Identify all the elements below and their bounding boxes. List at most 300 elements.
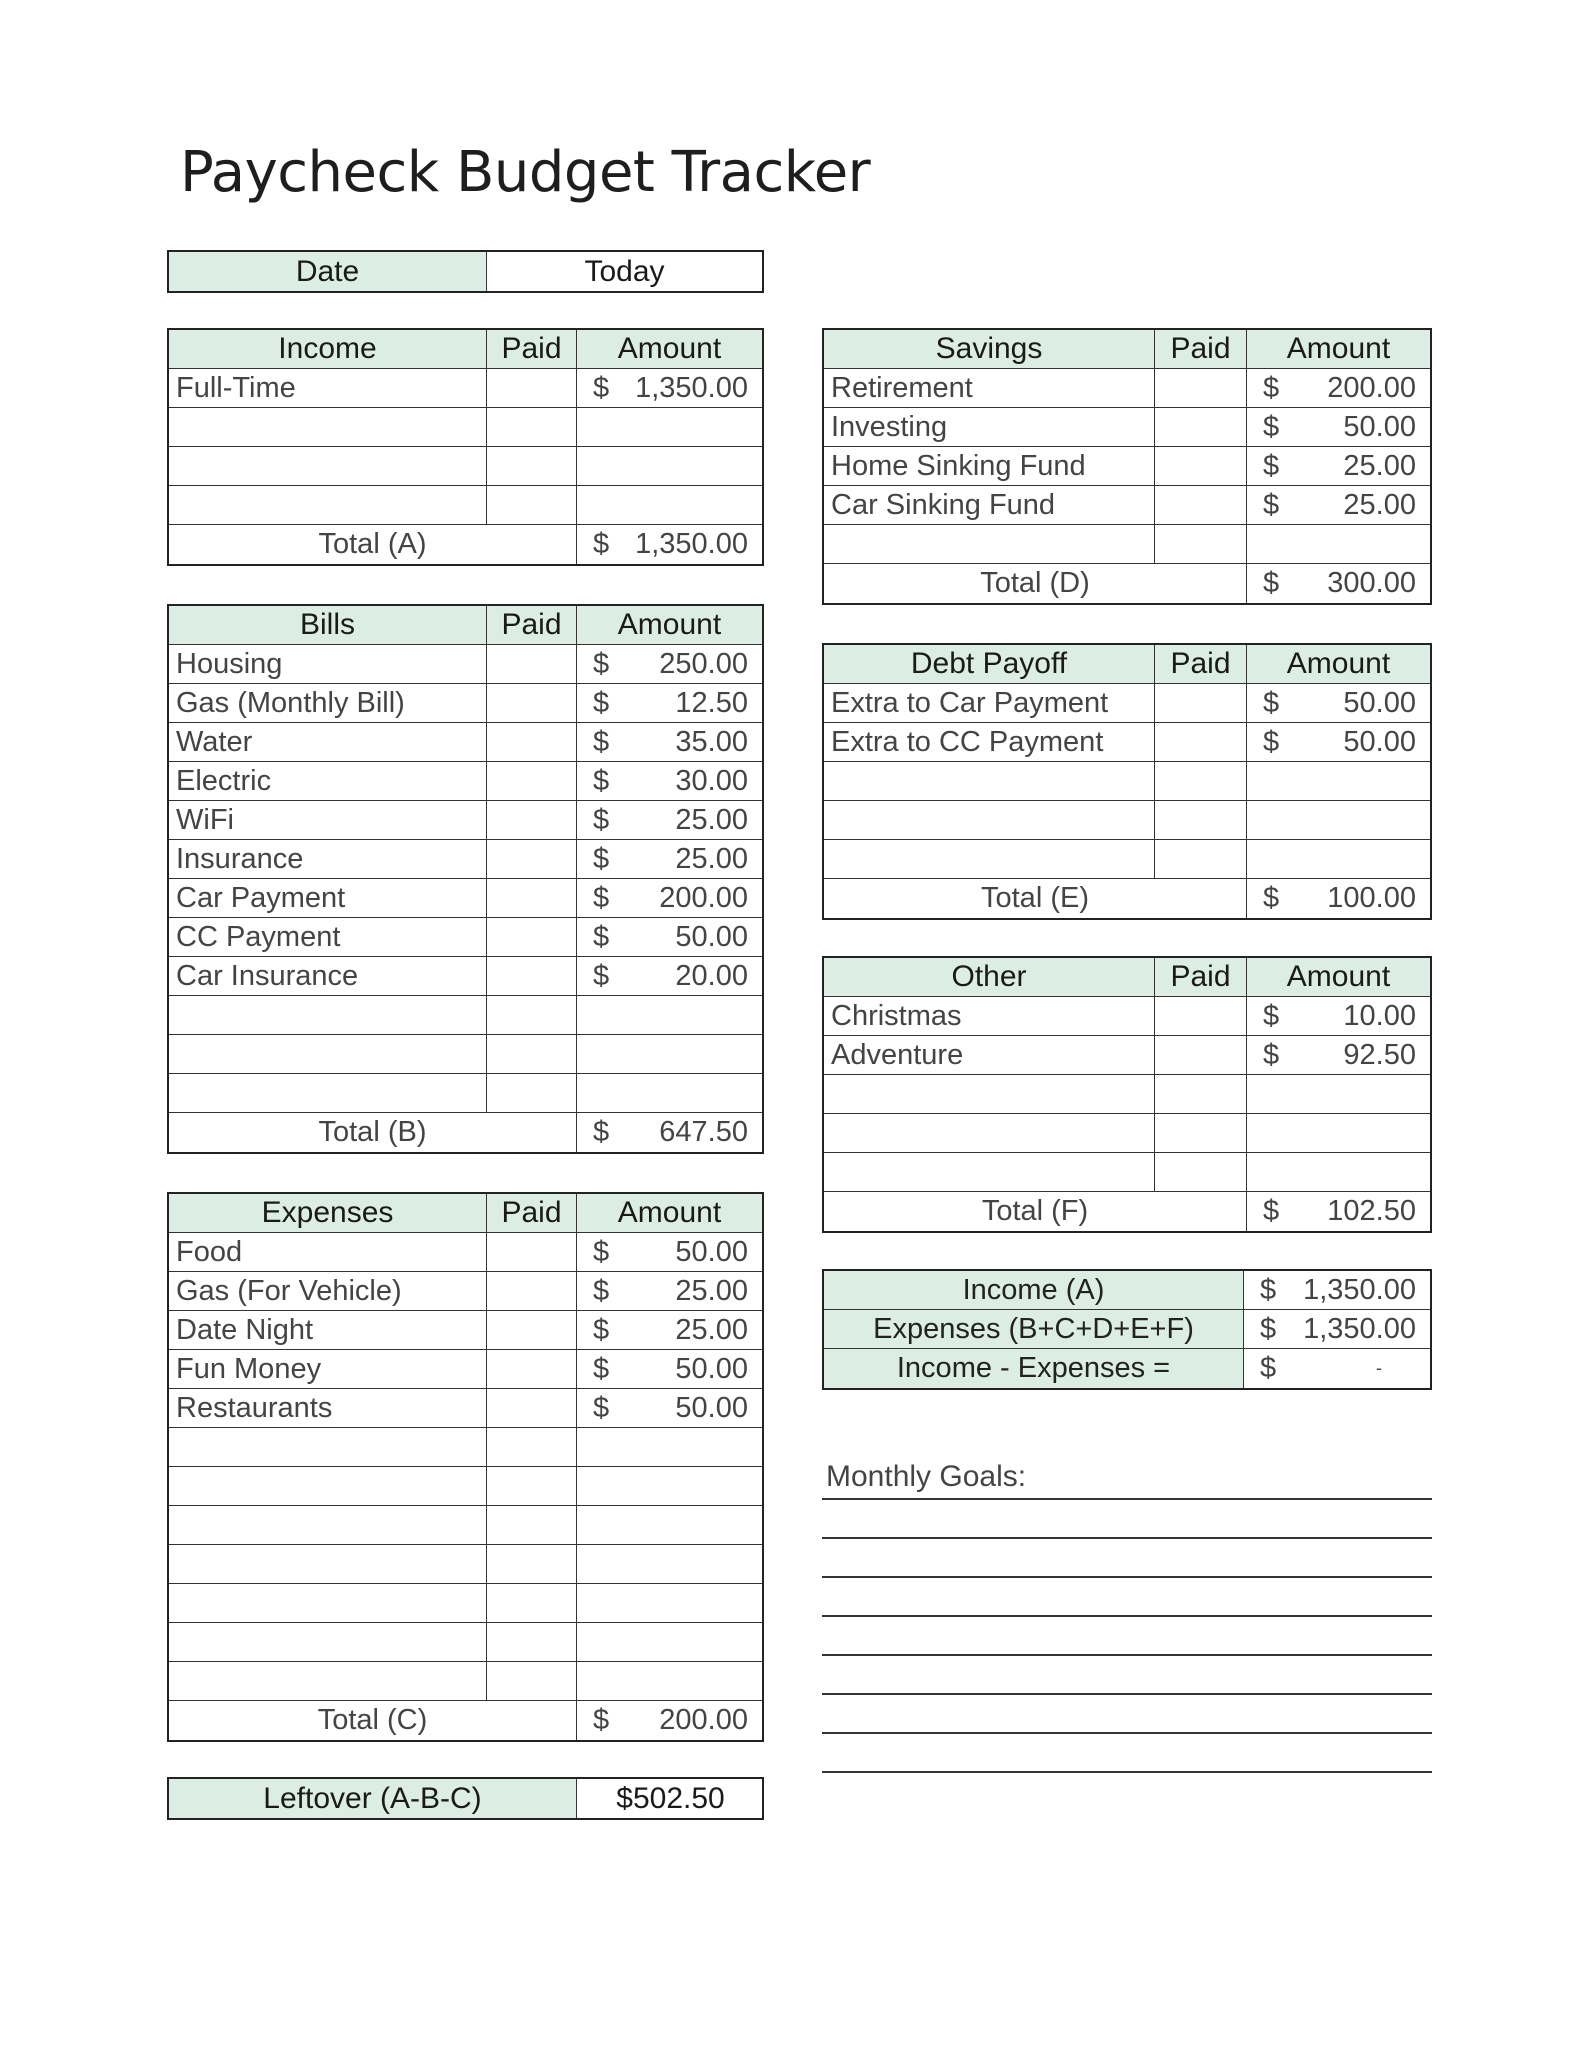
- table-row: [824, 1036, 1430, 1075]
- table-row: [169, 684, 762, 723]
- paid-checkbox[interactable]: [487, 879, 577, 917]
- summary-label: Income (A): [824, 1271, 1244, 1309]
- item-name[interactable]: Food: [169, 1233, 487, 1271]
- table-row: [169, 645, 762, 684]
- item-amount[interactable]: [577, 762, 762, 800]
- item-amount[interactable]: [577, 684, 762, 722]
- amount-value: 25.00: [675, 1313, 748, 1346]
- item-name[interactable]: [824, 840, 1155, 878]
- table-row: [824, 801, 1430, 840]
- date-label: Date: [169, 252, 487, 291]
- amount-header: Amount: [1286, 332, 1391, 365]
- item-name[interactable]: [824, 1075, 1155, 1113]
- paid-checkbox[interactable]: [487, 1272, 577, 1310]
- leftover-amount: [577, 1779, 762, 1818]
- amount-value: 50.00: [675, 920, 748, 953]
- dollar-sign: $: [1263, 999, 1280, 1032]
- summary-dollar: $: [1260, 1352, 1277, 1384]
- page-title: Paycheck Budget Tracker: [180, 140, 871, 205]
- table-row: [169, 447, 762, 486]
- goal-line[interactable]: [822, 1537, 1432, 1539]
- amount-value: 12.50: [675, 686, 748, 719]
- amount-value: 25.00: [675, 803, 748, 836]
- paid-checkbox[interactable]: [487, 486, 577, 524]
- table-row: [169, 1035, 762, 1074]
- item-name[interactable]: Car Sinking Fund: [824, 486, 1155, 524]
- table-row: [169, 1545, 762, 1584]
- table-row: [169, 1389, 762, 1428]
- debt-total-row: [824, 879, 1430, 918]
- goal-line[interactable]: [822, 1654, 1432, 1656]
- debt-header-label: Debt Payoff: [824, 645, 1155, 683]
- amount-value: 30.00: [675, 764, 748, 797]
- item-amount[interactable]: [577, 1074, 762, 1112]
- table-row: [169, 1584, 762, 1623]
- item-amount[interactable]: [1247, 723, 1430, 761]
- table-row: [169, 879, 762, 918]
- paid-checkbox[interactable]: [487, 645, 577, 683]
- amount-value: 50.00: [1343, 725, 1416, 758]
- item-amount[interactable]: [1247, 1036, 1430, 1074]
- goal-line[interactable]: [822, 1576, 1432, 1578]
- paid-checkbox[interactable]: [487, 762, 577, 800]
- amount-value: 10.00: [1343, 999, 1416, 1032]
- item-amount[interactable]: [577, 1272, 762, 1310]
- goal-line[interactable]: [822, 1615, 1432, 1617]
- amount-value: 200.00: [1327, 371, 1416, 404]
- dollar-sign: $: [593, 842, 610, 875]
- paid-checkbox[interactable]: [1155, 1036, 1247, 1074]
- paid-header: Paid: [1155, 645, 1247, 683]
- date-value[interactable]: Today: [487, 252, 762, 291]
- item-name[interactable]: [169, 1035, 487, 1073]
- savings-table: [822, 328, 1432, 605]
- amount-value: 50.00: [1343, 686, 1416, 719]
- paid-checkbox[interactable]: [1155, 684, 1247, 722]
- table-row: [169, 1233, 762, 1272]
- goal-line[interactable]: [822, 1693, 1432, 1695]
- item-amount[interactable]: [577, 1035, 762, 1073]
- dollar-sign: $: [1263, 725, 1280, 758]
- amount-value: 25.00: [1343, 449, 1416, 482]
- item-name[interactable]: [824, 525, 1155, 563]
- expenses-total-label: Total (C): [169, 1701, 577, 1740]
- total-value: 1,350.00: [635, 528, 748, 560]
- item-name[interactable]: [824, 1114, 1155, 1152]
- amount-value: 92.50: [1343, 1038, 1416, 1071]
- amount-value: 50.00: [675, 1391, 748, 1424]
- leftover-value: 502.50: [632, 1781, 725, 1815]
- item-name[interactable]: Car Payment: [169, 879, 487, 917]
- dollar-sign: $: [593, 1391, 610, 1424]
- amount-value: 25.00: [675, 842, 748, 875]
- item-amount[interactable]: [1247, 840, 1430, 878]
- debt-total-label: Total (E): [824, 879, 1247, 918]
- paid-checkbox[interactable]: [487, 1428, 577, 1466]
- item-name[interactable]: [169, 408, 487, 446]
- table-row: [824, 1114, 1430, 1153]
- total-value: 100.00: [1327, 882, 1416, 914]
- expenses-header-row: [169, 1194, 762, 1233]
- other-total-row: [824, 1192, 1430, 1231]
- dollar-sign: $: [1263, 686, 1280, 719]
- table-row: [169, 996, 762, 1035]
- item-amount[interactable]: [577, 645, 762, 683]
- item-name[interactable]: Home Sinking Fund: [824, 447, 1155, 485]
- item-name[interactable]: [169, 1074, 487, 1112]
- summary-value: 1,350.00: [1303, 1273, 1416, 1306]
- item-amount[interactable]: [1247, 486, 1430, 524]
- paid-checkbox[interactable]: [487, 1506, 577, 1544]
- item-name[interactable]: Gas (Monthly Bill): [169, 684, 487, 722]
- savings-total-label: Total (D): [824, 564, 1247, 603]
- item-name[interactable]: Extra to CC Payment: [824, 723, 1155, 761]
- item-name[interactable]: [824, 762, 1155, 800]
- dollar-sign: $: [1263, 1038, 1280, 1071]
- paid-header: Paid: [1155, 330, 1247, 368]
- item-name[interactable]: CC Payment: [169, 918, 487, 956]
- table-row: [169, 957, 762, 996]
- paid-checkbox[interactable]: [487, 447, 577, 485]
- dollar-sign: $: [593, 1313, 610, 1346]
- table-row: [169, 1467, 762, 1506]
- paid-header: Paid: [487, 606, 577, 644]
- summary-label: Expenses (B+C+D+E+F): [824, 1310, 1244, 1348]
- paid-checkbox[interactable]: [487, 1467, 577, 1505]
- paid-checkbox[interactable]: [487, 1389, 577, 1427]
- table-row: [169, 801, 762, 840]
- dollar-sign: $: [593, 920, 610, 953]
- dollar-sign: $: [1263, 488, 1280, 521]
- paid-checkbox[interactable]: [1155, 369, 1247, 407]
- item-amount[interactable]: [577, 1584, 762, 1622]
- table-row: [169, 762, 762, 801]
- item-amount[interactable]: [1247, 1153, 1430, 1191]
- item-amount[interactable]: [577, 723, 762, 761]
- item-amount[interactable]: [577, 1506, 762, 1544]
- bills-total-amount: [577, 1113, 762, 1152]
- total-value: 102.50: [1327, 1195, 1416, 1227]
- table-row: [169, 1506, 762, 1545]
- item-name[interactable]: [169, 1506, 487, 1544]
- dollar-sign: $: [593, 1274, 610, 1307]
- paid-checkbox[interactable]: [487, 1623, 577, 1661]
- expenses-table: [167, 1192, 764, 1742]
- item-amount[interactable]: [1247, 369, 1430, 407]
- paid-checkbox[interactable]: [487, 1584, 577, 1622]
- leftover-dollar: $: [616, 1781, 633, 1815]
- summary-row: [824, 1349, 1430, 1388]
- paid-checkbox[interactable]: [487, 684, 577, 722]
- item-amount[interactable]: [1247, 1075, 1430, 1113]
- paid-checkbox[interactable]: [1155, 1075, 1247, 1113]
- paid-checkbox[interactable]: [487, 1545, 577, 1583]
- item-name[interactable]: Housing: [169, 645, 487, 683]
- item-name[interactable]: [169, 1623, 487, 1661]
- income-total-amount: [577, 525, 762, 564]
- paid-checkbox[interactable]: [487, 369, 577, 407]
- savings-header-label: Savings: [824, 330, 1155, 368]
- table-row: [169, 486, 762, 525]
- amount-value: 1,350.00: [635, 371, 748, 404]
- paid-checkbox[interactable]: [487, 1350, 577, 1388]
- item-amount[interactable]: [577, 1350, 762, 1388]
- item-amount[interactable]: [577, 879, 762, 917]
- income-total-label: Total (A): [169, 525, 577, 564]
- amount-value: 25.00: [675, 1274, 748, 1307]
- expenses-total-amount: [577, 1701, 762, 1740]
- summary-value: -: [1376, 1358, 1382, 1378]
- paid-checkbox[interactable]: [1155, 840, 1247, 878]
- item-name[interactable]: Gas (For Vehicle): [169, 1272, 487, 1310]
- item-amount[interactable]: [1247, 525, 1430, 563]
- paid-checkbox[interactable]: [487, 1074, 577, 1112]
- date-table: [167, 250, 764, 293]
- other-total-label: Total (F): [824, 1192, 1247, 1231]
- savings-total-amount: [1247, 564, 1430, 603]
- amount-header: Amount: [1286, 960, 1391, 993]
- dollar-sign: $: [1263, 371, 1280, 404]
- dollar-sign: $: [593, 1116, 610, 1148]
- summary-amount: [1244, 1349, 1430, 1388]
- debt-header-row: [824, 645, 1430, 684]
- table-row: [824, 762, 1430, 801]
- debt-payoff-table: [822, 643, 1432, 920]
- table-row: [169, 1350, 762, 1389]
- item-name[interactable]: Electric: [169, 762, 487, 800]
- other-total-amount: [1247, 1192, 1430, 1231]
- table-row: [169, 369, 762, 408]
- item-name[interactable]: Christmas: [824, 997, 1155, 1035]
- paid-checkbox[interactable]: [487, 840, 577, 878]
- bills-total-row: [169, 1113, 762, 1152]
- item-name[interactable]: Full-Time: [169, 369, 487, 407]
- paid-header: Paid: [487, 1194, 577, 1232]
- item-name[interactable]: Investing: [824, 408, 1155, 446]
- paid-checkbox[interactable]: [487, 1662, 577, 1700]
- dollar-sign: $: [593, 725, 610, 758]
- goal-line[interactable]: [822, 1498, 1432, 1500]
- other-header-label: Other: [824, 958, 1155, 996]
- amount-header: Amount: [617, 332, 722, 365]
- bills-header-row: [169, 606, 762, 645]
- amount-value: 50.00: [675, 1235, 748, 1268]
- bills-table: [167, 604, 764, 1154]
- item-name[interactable]: [824, 1153, 1155, 1191]
- item-amount[interactable]: [577, 957, 762, 995]
- item-name[interactable]: [169, 1428, 487, 1466]
- table-row: [169, 1311, 762, 1350]
- item-name[interactable]: Date Night: [169, 1311, 487, 1349]
- amount-value: 20.00: [675, 959, 748, 992]
- table-row: [824, 1153, 1430, 1192]
- item-amount[interactable]: [1247, 762, 1430, 800]
- leftover-label: Leftover (A-B-C): [169, 1779, 577, 1818]
- savings-header-row: [824, 330, 1430, 369]
- other-header-row: [824, 958, 1430, 997]
- paid-checkbox[interactable]: [487, 1035, 577, 1073]
- item-amount[interactable]: [577, 1467, 762, 1505]
- item-amount[interactable]: [1247, 408, 1430, 446]
- item-name[interactable]: Insurance: [169, 840, 487, 878]
- item-amount[interactable]: [1247, 447, 1430, 485]
- item-name[interactable]: [169, 486, 487, 524]
- paid-checkbox[interactable]: [1155, 447, 1247, 485]
- dollar-sign: $: [593, 1352, 610, 1385]
- item-amount[interactable]: [577, 840, 762, 878]
- item-amount[interactable]: [577, 1623, 762, 1661]
- dollar-sign: $: [593, 371, 610, 404]
- item-amount[interactable]: [577, 918, 762, 956]
- amount-value: 50.00: [675, 1352, 748, 1385]
- paid-checkbox[interactable]: [1155, 1114, 1247, 1152]
- expenses-total-row: [169, 1701, 762, 1740]
- paid-checkbox[interactable]: [1155, 1153, 1247, 1191]
- item-name[interactable]: Water: [169, 723, 487, 761]
- paid-checkbox[interactable]: [1155, 762, 1247, 800]
- paid-checkbox[interactable]: [487, 957, 577, 995]
- item-amount[interactable]: [1247, 1114, 1430, 1152]
- item-amount[interactable]: [577, 996, 762, 1034]
- table-row: [169, 723, 762, 762]
- item-amount[interactable]: [1247, 801, 1430, 839]
- item-amount[interactable]: [1247, 684, 1430, 722]
- item-name[interactable]: [169, 996, 487, 1034]
- bills-header-label: Bills: [169, 606, 487, 644]
- dollar-sign: $: [593, 1235, 610, 1268]
- dollar-sign: $: [593, 1704, 610, 1736]
- savings-total-row: [824, 564, 1430, 603]
- paid-checkbox[interactable]: [1155, 408, 1247, 446]
- paid-checkbox[interactable]: [1155, 486, 1247, 524]
- paid-header: Paid: [487, 330, 577, 368]
- summary-dollar: $: [1260, 1273, 1277, 1306]
- expenses-header-label: Expenses: [169, 1194, 487, 1232]
- summary-table: [822, 1269, 1432, 1390]
- item-amount[interactable]: [1247, 997, 1430, 1035]
- table-row: [169, 918, 762, 957]
- summary-dollar: $: [1260, 1312, 1277, 1345]
- dollar-sign: $: [593, 764, 610, 797]
- item-amount[interactable]: [577, 1428, 762, 1466]
- dollar-sign: $: [1263, 449, 1280, 482]
- paid-checkbox[interactable]: [487, 408, 577, 446]
- dollar-sign: $: [593, 959, 610, 992]
- paid-checkbox[interactable]: [487, 1311, 577, 1349]
- table-row: [824, 408, 1430, 447]
- income-total-row: [169, 525, 762, 564]
- table-row: [824, 447, 1430, 486]
- dollar-sign: $: [593, 686, 610, 719]
- paid-checkbox[interactable]: [487, 1233, 577, 1271]
- paid-checkbox[interactable]: [487, 918, 577, 956]
- summary-row: [824, 1271, 1430, 1310]
- bills-total-label: Total (B): [169, 1113, 577, 1152]
- item-name[interactable]: [169, 1467, 487, 1505]
- item-name[interactable]: [169, 1584, 487, 1622]
- table-row: [824, 840, 1430, 879]
- table-row: [169, 1662, 762, 1701]
- summary-label: Income - Expenses =: [824, 1349, 1244, 1388]
- debt-total-amount: [1247, 879, 1430, 918]
- amount-value: 50.00: [1343, 410, 1416, 443]
- item-name[interactable]: Restaurants: [169, 1389, 487, 1427]
- item-amount[interactable]: [577, 1389, 762, 1427]
- summary-amount: [1244, 1271, 1430, 1309]
- amount-value: 200.00: [659, 881, 748, 914]
- dollar-sign: $: [593, 881, 610, 914]
- income-header-row: [169, 330, 762, 369]
- dollar-sign: $: [593, 647, 610, 680]
- item-name[interactable]: [169, 1662, 487, 1700]
- paid-checkbox[interactable]: [1155, 525, 1247, 563]
- item-name[interactable]: Adventure: [824, 1036, 1155, 1074]
- table-row: [169, 1428, 762, 1467]
- table-row: [824, 723, 1430, 762]
- item-amount[interactable]: [577, 369, 762, 407]
- item-amount[interactable]: [577, 801, 762, 839]
- item-amount[interactable]: [577, 486, 762, 524]
- amount-header: Amount: [617, 1196, 722, 1229]
- item-name[interactable]: Car Insurance: [169, 957, 487, 995]
- item-name[interactable]: [169, 447, 487, 485]
- item-amount[interactable]: [577, 1311, 762, 1349]
- income-header-label: Income: [169, 330, 487, 368]
- paid-checkbox[interactable]: [1155, 997, 1247, 1035]
- table-row: [824, 486, 1430, 525]
- paid-checkbox[interactable]: [487, 996, 577, 1034]
- table-row: [169, 408, 762, 447]
- dollar-sign: $: [1263, 567, 1280, 599]
- leftover-row: [169, 1779, 762, 1818]
- table-row: [169, 840, 762, 879]
- table-row: [169, 1074, 762, 1113]
- dollar-sign: $: [1263, 1195, 1280, 1227]
- table-row: [824, 684, 1430, 723]
- item-name[interactable]: Fun Money: [169, 1350, 487, 1388]
- amount-value: 35.00: [675, 725, 748, 758]
- item-amount[interactable]: [577, 1233, 762, 1271]
- monthly-goals-label: Monthly Goals:: [826, 1460, 1027, 1493]
- total-value: 647.50: [659, 1116, 748, 1148]
- table-row: [824, 997, 1430, 1036]
- table-row: [824, 369, 1430, 408]
- item-name[interactable]: [169, 1545, 487, 1583]
- paid-checkbox[interactable]: [1155, 723, 1247, 761]
- summary-row: [824, 1310, 1430, 1349]
- item-amount[interactable]: [577, 1662, 762, 1700]
- goal-line[interactable]: [822, 1771, 1432, 1773]
- goal-line[interactable]: [822, 1732, 1432, 1734]
- table-row: [169, 1623, 762, 1662]
- table-row: [824, 525, 1430, 564]
- paid-checkbox[interactable]: [487, 801, 577, 839]
- item-name[interactable]: WiFi: [169, 801, 487, 839]
- dollar-sign: $: [1263, 882, 1280, 914]
- paid-checkbox[interactable]: [487, 723, 577, 761]
- amount-header: Amount: [617, 608, 722, 641]
- leftover-table: [167, 1777, 764, 1820]
- other-table: [822, 956, 1432, 1233]
- item-name[interactable]: [824, 801, 1155, 839]
- paid-checkbox[interactable]: [1155, 801, 1247, 839]
- summary-amount: [1244, 1310, 1430, 1348]
- item-name[interactable]: Retirement: [824, 369, 1155, 407]
- item-amount[interactable]: [577, 447, 762, 485]
- item-amount[interactable]: [577, 1545, 762, 1583]
- item-name[interactable]: Extra to Car Payment: [824, 684, 1155, 722]
- item-amount[interactable]: [577, 408, 762, 446]
